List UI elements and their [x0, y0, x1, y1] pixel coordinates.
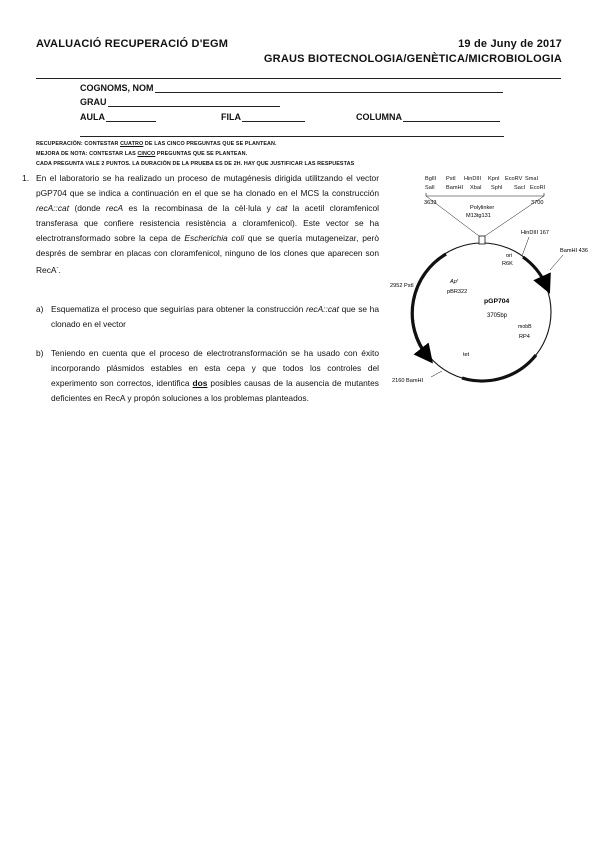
pos-3700: 3700 [531, 200, 544, 206]
site-bglii: BglII [425, 176, 437, 182]
surname-name-label: COGNOMS, NOM [80, 83, 154, 93]
site-sphi: SphI [491, 185, 503, 191]
site-xbai: XbaI [470, 185, 482, 191]
row-label: FILA [221, 112, 241, 122]
site-kpni: KpnI [488, 176, 500, 182]
question-number: 1. [22, 173, 30, 183]
ap-label: Ap$^r$ [450, 277, 459, 285]
classroom-field[interactable] [80, 112, 156, 122]
plasmid-size: 3705bp [487, 313, 508, 319]
polylinker-insert [479, 236, 485, 244]
site-ecori: EcoRI [530, 185, 546, 191]
site-ecorv: EcoRV [505, 176, 523, 182]
instruction-retake: RECUPERACIÓN: CONTESTAR CUATRO DE LAS CINCO PREGUNTAS QUE SE PLANTEAN. [36, 141, 277, 147]
ori-arc [523, 257, 546, 285]
subquestion-a-label: a) [36, 304, 44, 314]
plasmid-name: pGP704 [484, 298, 510, 305]
hindiii-167-label: HinDIII 167 [521, 230, 549, 236]
r6k-label: R6K [502, 261, 513, 267]
header-divider [36, 78, 561, 79]
fields-divider [80, 136, 504, 137]
site-hindiii-top: HinDIII [464, 176, 482, 182]
degree-label: GRAU [80, 97, 107, 107]
site-psti-top: PstI [446, 176, 456, 182]
plasmid-map [384, 168, 599, 390]
surname-name-field[interactable] [80, 83, 503, 93]
polylinker-bracket [426, 193, 544, 196]
mob-label: mobB [518, 324, 532, 330]
tet-gene-arc [462, 355, 536, 381]
instruction-improve: MEJORA DE NOTA: CONTESTAR LAS CINCO PREGUNTAS QUE SE PLANTEAN. [36, 151, 248, 157]
column-label: COLUMNA [356, 112, 402, 122]
site-saci: SacI [514, 185, 526, 191]
rp4-label: RP4 [519, 334, 530, 340]
row-field[interactable] [221, 112, 305, 122]
site-smai: SmaI [525, 176, 539, 182]
site-bamhi-top: BamHI [446, 185, 464, 191]
exam-title: AVALUACIÓ RECUPERACIÓ D'EGM [36, 38, 229, 50]
subquestion-a-text: Esquematiza el proceso que seguirías para obtener la construcción recA::cat que se ha clonado en el vector [51, 304, 379, 329]
subquestion-b-label: b) [36, 348, 44, 358]
site-sali: SalI [425, 185, 435, 191]
polylinker-sites [425, 176, 546, 191]
bamhi-2160-label: 2160 BamHI [392, 378, 424, 384]
instruction-grading: CADA PREGUNTA VALE 2 PUNTOS. LA DURACIÓN DE LA PRUEBA ES DE 2H. HAY QUE JUSTIFICAR LAS RESPUESTAS [36, 161, 355, 167]
bamhi-436-label: BamHI 436 [560, 248, 588, 254]
degree-field[interactable] [80, 97, 280, 107]
ap-gene-arc [412, 254, 446, 356]
polylinker-label: Polylinker [470, 205, 495, 211]
question-1-text: En el laboratorio se ha realizado un proceso de mutagénesis dirigida utilitzando el vector pGP704 que se indica a continuación en el que se ha clonado en el MCS la construcción recA::cat (donde recA es la recombinasa de la cèl·lula y cat la acetil cloramfenicol transferasa que confiere resistencia resistència a cloramfenicol). Este vector se ha electrotransformado sobre la cepa de Escherichia coli que se quería mutageneizar, però després de sembrar en placas con cloramfenicol, ninguno de los clones que aparecen son RecA-. [36, 173, 379, 275]
degree-list: GRAUS BIOTECNOLOGIA/GENÈTICA/MICROBIOLOGIA [263, 53, 562, 65]
exam-date: 19 de Juny de 2017 [458, 38, 562, 50]
psti-2952-label: 2952 PstI [390, 283, 414, 289]
ori-label: ori [506, 253, 513, 259]
pbr322-label: pBR322 [447, 289, 468, 295]
column-field[interactable] [356, 112, 500, 122]
pos-3633: 3633 [424, 200, 437, 206]
m13-label: M13tg131 [466, 213, 491, 219]
subquestion-b-text: Teniendo en cuenta que el proceso de electrotransformación se ha usado con éxito incorporando plásmidos estables en esta cepa y que todos los controles del experimento son correctos, identifica dos posibles causas de la ausencia de mutantes deficientes en RecA y propón soluciones a los problemas planteados. [51, 348, 379, 403]
classroom-label: AULA [80, 112, 105, 122]
tet-label: tet [463, 352, 470, 358]
